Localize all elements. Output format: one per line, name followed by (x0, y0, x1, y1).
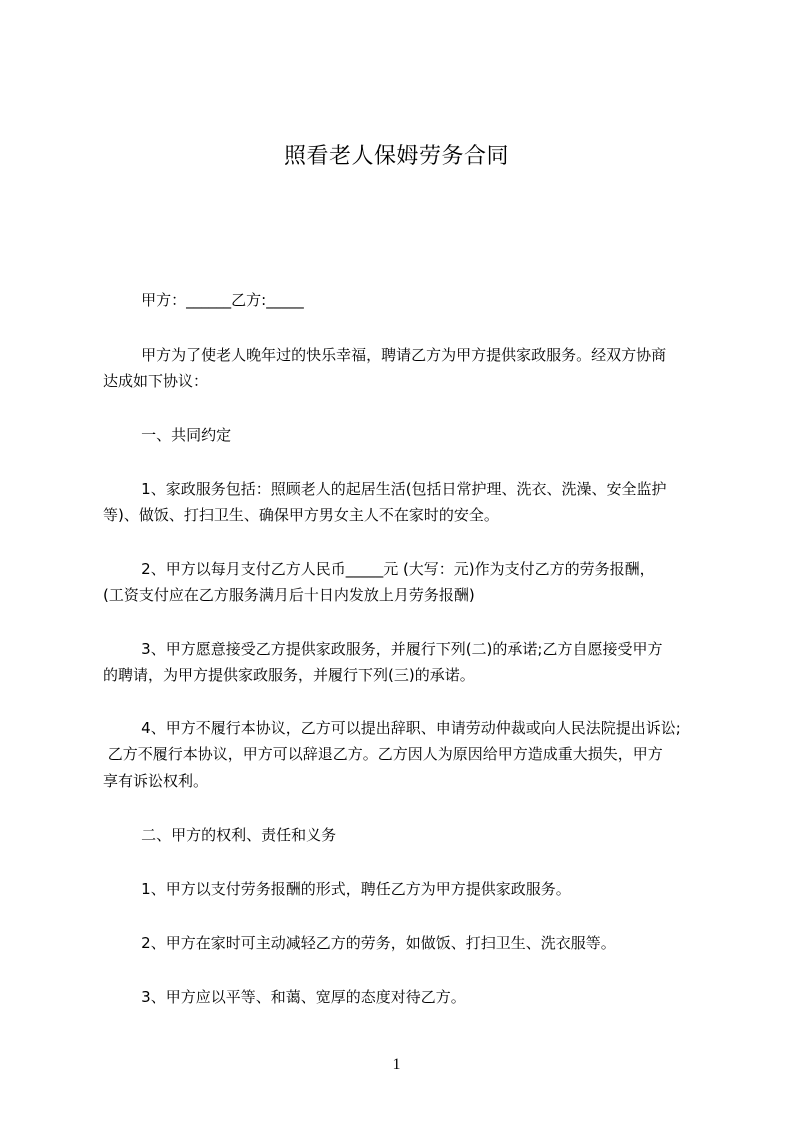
preamble-line-1: 甲方为了使老人晚年过的快乐幸福，聘请乙方为甲方提供家政服务。经双方协商 (103, 346, 667, 364)
party-line: 甲方：______乙方:_____ (103, 291, 304, 309)
section-1-heading: 一、共同约定 (103, 426, 232, 444)
clause-1-2-line-2: (工资支付应在乙方服务满月后十日内发放上月劳务报酬) (103, 586, 475, 604)
preamble-line-2: 达成如下协议： (103, 372, 209, 390)
clause-1-2-line-1: 2、甲方以每月支付乙方人民币_____元 (大写：元)作为支付乙方的劳务报酬， (103, 560, 655, 578)
clause-1-3-line-2: 的聘请，为甲方提供家政服务，并履行下列(三)的承诺。 (103, 666, 475, 684)
section-2-heading: 二、甲方的权利、责任和义务 (103, 826, 337, 844)
clause-1-4-line-1: 4、甲方不履行本协议，乙方可以提出辞职、申请劳动仲裁或向人民法院提出诉讼; (103, 719, 681, 737)
clause-1-4-line-3: 享有诉讼权利。 (103, 772, 209, 790)
clause-2-3: 3、甲方应以平等、和蔼、宽厚的态度对待乙方。 (103, 988, 466, 1006)
clause-2-1: 1、甲方以支付劳务报酬的形式，聘任乙方为甲方提供家政服务。 (103, 880, 571, 898)
clause-1-3-line-1: 3、甲方愿意接受乙方提供家政服务，并履行下列(二)的承诺;乙方自愿接受甲方 (103, 640, 663, 658)
clause-1-1-line-2: 等)、做饭、打扫卫生、确保甲方男女主人不在家时的安全。 (103, 506, 499, 524)
document-title: 照看老人保姆劳务合同 (283, 144, 509, 169)
clause-2-2: 2、甲方在家时可主动减轻乙方的劳务，如做饭、打扫卫生、洗衣服等。 (103, 934, 616, 952)
clause-1-1-line-1: 1、家政服务包括：照顾老人的起居生活(包括日常护理、洗衣、洗澡、安全监护 (103, 480, 667, 498)
clause-1-4-line-2: 乙方不履行本协议，甲方可以辞退乙方。乙方因人为原因给甲方造成重大损失，甲方 (103, 745, 663, 763)
page-number: 1 (392, 1056, 401, 1073)
